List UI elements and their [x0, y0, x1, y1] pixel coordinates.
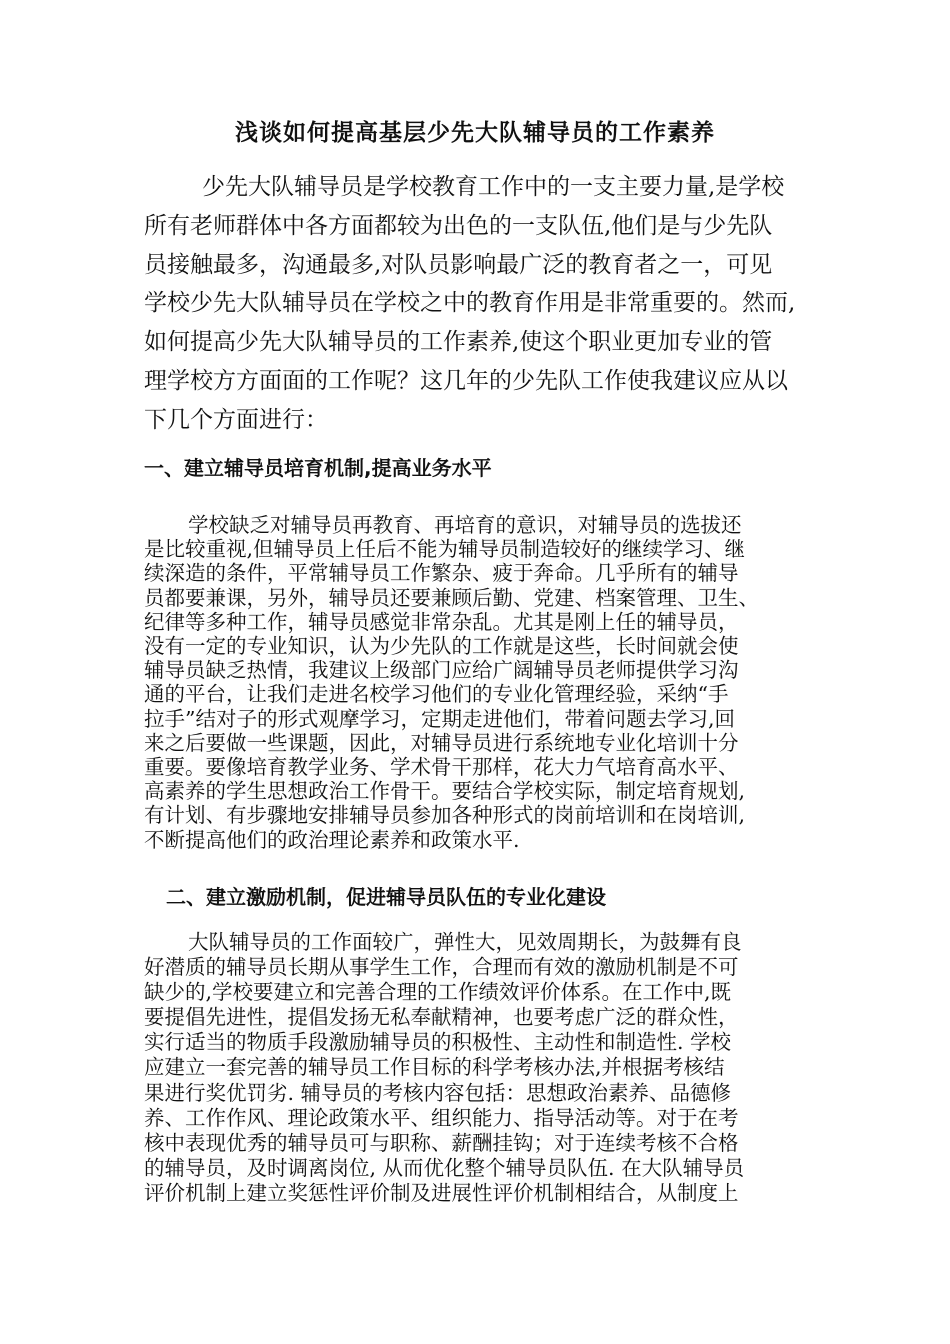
- text-line: 养、工作作风、理论政策水平、组织能力、指导活动等。对于在考: [144, 1105, 739, 1130]
- text-line: 拉手”结对子的形式观摩学习，定期走进他们，带着问题去学习,回: [144, 706, 735, 731]
- intro-paragraph: [144, 168, 809, 440]
- text-line: 重要。要像培育教学业务、学术骨干那样，花大力气培育高水平、: [144, 755, 739, 780]
- section-1-heading: 一、建立辅导员培育机制,提高业务水平: [144, 456, 492, 480]
- section-1-paragraph: [144, 513, 814, 852]
- text-line: 大队辅导员的工作面较广，弹性大，见效周期长，为鼓舞有良: [188, 930, 742, 954]
- text-line: 缺少的,学校要建立和完善合理的工作绩效评价体系。在工作中,既: [144, 980, 732, 1005]
- text-line: 学校缺乏对辅导员再教育、再培育的意识，对辅导员的选拔还: [188, 513, 742, 537]
- section-2-paragraph: [144, 930, 814, 1206]
- text-line: 实行适当的物质手段激励辅导员的积极性、主动性和制造性. 学校: [144, 1030, 732, 1055]
- document-title: 浅谈如何提高基层少先大队辅导员的工作素养: [235, 120, 715, 146]
- text-line: 好潜质的辅导员长期从事学生工作，合理而有效的激励机制是不可: [144, 955, 739, 980]
- text-line: 评价机制上建立奖惩性评价制及进展性评价机制相结合，从制度上: [144, 1180, 739, 1205]
- text-line: 的辅导员，及时调离岗位, 从而优化整个辅导员队伍. 在大队辅导员: [144, 1155, 745, 1180]
- text-line: 员都要兼课，另外，辅导员还要兼顾后勤、党建、档案管理、卫生、: [144, 585, 759, 610]
- text-line: 高素养的学生思想政治工作骨干。要结合学校实际，制定培育规划,: [144, 779, 746, 804]
- text-line: 所有老师群体中各方面都较为出色的一支队伍,他们是与少先队: [144, 212, 773, 239]
- text-line: 理学校方方面面的工作呢？这几年的少先队工作使我建议应从以: [144, 367, 788, 394]
- text-line: 辅导员缺乏热情，我建议上级部门应给广阔辅导员老师提供学习沟: [144, 658, 739, 683]
- text-line: 学校少先大队辅导员在学校之中的教育作用是非常重要的。然而,: [144, 290, 796, 317]
- text-line: 来之后要做一些课题，因此，对辅导员进行系统地专业化培训十分: [144, 730, 739, 755]
- text-line: 续深造的条件，平常辅导员工作繁杂、疲于奔命。几乎所有的辅导: [144, 561, 739, 586]
- text-line: 没有一定的专业知识，认为少先队的工作就是这些，长时间就会使: [144, 634, 739, 659]
- text-line: 如何提高少先大队辅导员的工作素养,使这个职业更加专业的管: [144, 329, 773, 356]
- text-line: 果进行奖优罚劣. 辅导员的考核内容包括：思想政治素养、品德修: [144, 1080, 732, 1105]
- section-2-heading: 二、建立激励机制，促进辅导员队伍的专业化建设: [166, 885, 606, 909]
- text-line: 应建立一套完善的辅导员工作目标的科学考核办法,并根据考核结: [144, 1055, 725, 1080]
- text-line: 通的平台，让我们走进名校学习他们的专业化管理经验，采纳“手: [144, 682, 729, 707]
- text-line: 有计划、有步骤地安排辅导员参加各种形式的岗前培训和在岗培训,: [144, 803, 746, 828]
- text-line: 核中表现优秀的辅导员可与职称、薪酬挂钩；对于连续考核不合格: [144, 1130, 739, 1155]
- text-line: 下几个方面进行：: [144, 406, 328, 433]
- text-line: 员接触最多，沟通最多,对队员影响最广泛的教育者之一，可见: [144, 251, 773, 278]
- text-line: 少先大队辅导员是学校教育工作中的一支主要力量,是学校: [202, 174, 785, 200]
- text-line: 纪律等多种工作，辅导员感觉非常杂乱。尤其是刚上任的辅导员，: [144, 609, 739, 634]
- text-line: 是比较重视,但辅导员上任后不能为辅导员制造较好的继续学习、继: [144, 537, 746, 562]
- text-line: 要提倡先进性，提倡发扬无私奉献精神，也要考虑广泛的群众性，: [144, 1005, 739, 1030]
- text-line: 不断提高他们的政治理论素养和政策水平.: [144, 827, 520, 852]
